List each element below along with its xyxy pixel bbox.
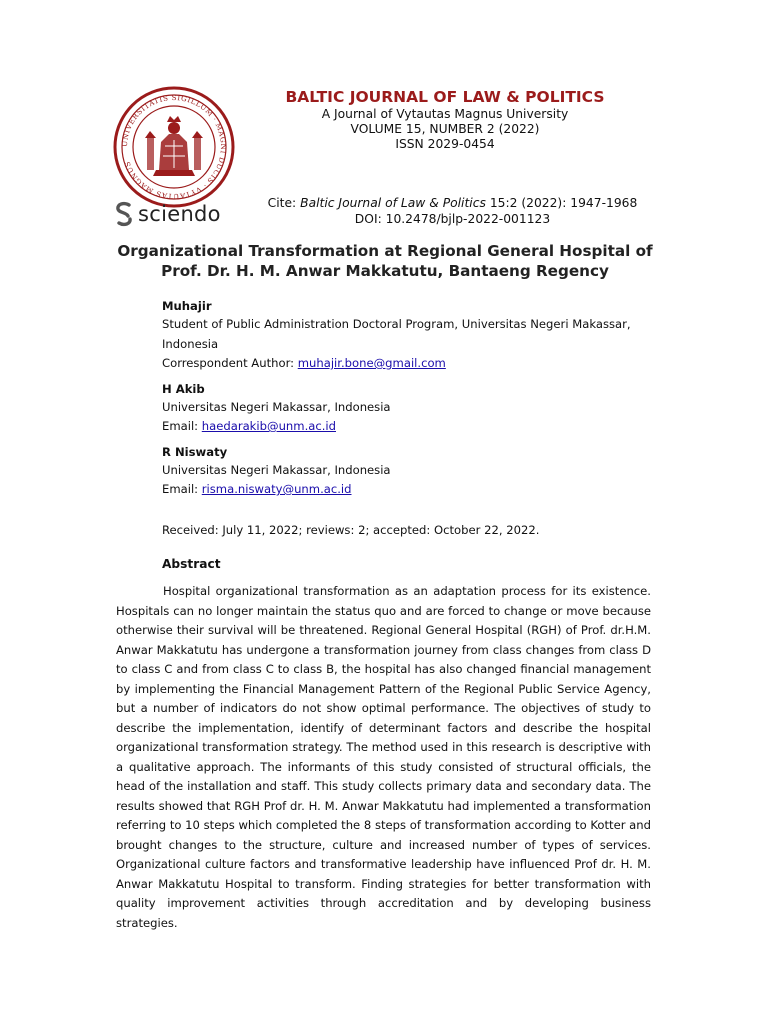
citation	[240, 196, 665, 227]
author-name: H Akib	[162, 381, 205, 396]
author-email-link[interactable]: risma.niswaty@unm.ac.id	[201, 482, 352, 496]
author-block	[162, 380, 652, 437]
author-block	[162, 443, 652, 500]
author-list	[162, 297, 652, 506]
author-block	[162, 297, 652, 374]
citation-line	[240, 196, 665, 212]
journal-header	[270, 87, 620, 152]
author-contact	[162, 354, 652, 374]
author-email-link[interactable]: muhajir.bone@gmail.com	[297, 356, 446, 370]
abstract-body: Hospital organizational transformation as an adaptation process for its existence. Hospitals can no longer maintain the status quo and are forced to change or move because otherwise their survival will be threatened. Regional General Hospital (RGH) of Prof. dr.H.M. Anwar Makkatutu has undergone a transformation journey from class changes from class D to class C and from class C to class B, the hospital has also changed financial management by implementing the Financial Management Pattern of the Regional Public Service Agency, but a number of indicators do not show optimal performance. The objectives of study to describe the implementation, identify of determinant factors and describe the hospital organizational transformation strategy. The method used in this research is descriptive with a qualitative approach. The informants of this study consisted of structural officials, the head of the installation and staff. This study collects primary data and secondary data. The results showed that RGH Prof dr. H. M. Anwar Makkatutu had implemented a transformation referring to 10 steps which completed the 8 steps of transformation according to Kotter and brought changes to the structure, culture and increased number of types of services. Organizational culture factors and transformative leadership have influenced Prof dr. H. M. Anwar Makkatutu Hospital to transform. Finding strategies for better transformation with quality improvement activities through accreditation and by developing business strategies.	[116, 584, 651, 930]
journal-issn: ISSN 2029-0454	[395, 137, 495, 151]
author-email-link[interactable]: haedarakib@unm.ac.id	[201, 419, 336, 433]
author-name: Muhajir	[162, 299, 212, 313]
received-dates: Received: July 11, 2022; reviews: 2; accepted: October 22, 2022.	[162, 523, 540, 537]
citation-journal: Baltic Journal of Law & Politics	[300, 196, 486, 210]
journal-volume: VOLUME 15, NUMBER 2 (2022)	[350, 122, 540, 136]
journal-subtitle: A Journal of Vytautas Magnus University	[321, 107, 569, 121]
citation-prefix: Cite:	[267, 196, 297, 210]
abstract-heading: Abstract	[162, 557, 221, 571]
publisher-logo	[114, 201, 221, 227]
citation-doi: DOI: 10.2478/bjlp-2022-001123	[354, 211, 551, 226]
author-affiliation: Student of Public Administration Doctoral Program, Universitas Negeri Makassar, Indonesia	[162, 317, 631, 351]
author-name: R Niswaty	[162, 444, 228, 459]
seal-ring-text: UNIVERSITATIS SIGILLUM · MAGNI DUCIS · VYTAUTAS MAGNUS	[119, 92, 229, 202]
author-contact	[162, 480, 652, 500]
journal-title: BALTIC JOURNAL OF LAW & POLITICS	[285, 88, 605, 106]
author-affiliation: Universitas Negeri Makassar, Indonesia	[162, 399, 391, 414]
citation-ref: 15:2 (2022): 1947-1968	[489, 196, 638, 210]
contact-label: Email:	[162, 419, 199, 433]
contact-label: Correspondent Author:	[162, 356, 295, 370]
paper-title: Organizational Transformation at Regional General Hospital of Prof. Dr. H. M. Anwar Makkatutu, Bantaeng Regency	[117, 242, 653, 280]
sciendo-mark-icon	[114, 201, 134, 227]
sciendo-wordmark: sciendo	[138, 202, 221, 226]
author-contact	[162, 417, 652, 437]
contact-label: Email:	[162, 482, 199, 496]
author-affiliation: Universitas Negeri Makassar, Indonesia	[162, 462, 391, 477]
university-seal-logo	[113, 86, 235, 208]
